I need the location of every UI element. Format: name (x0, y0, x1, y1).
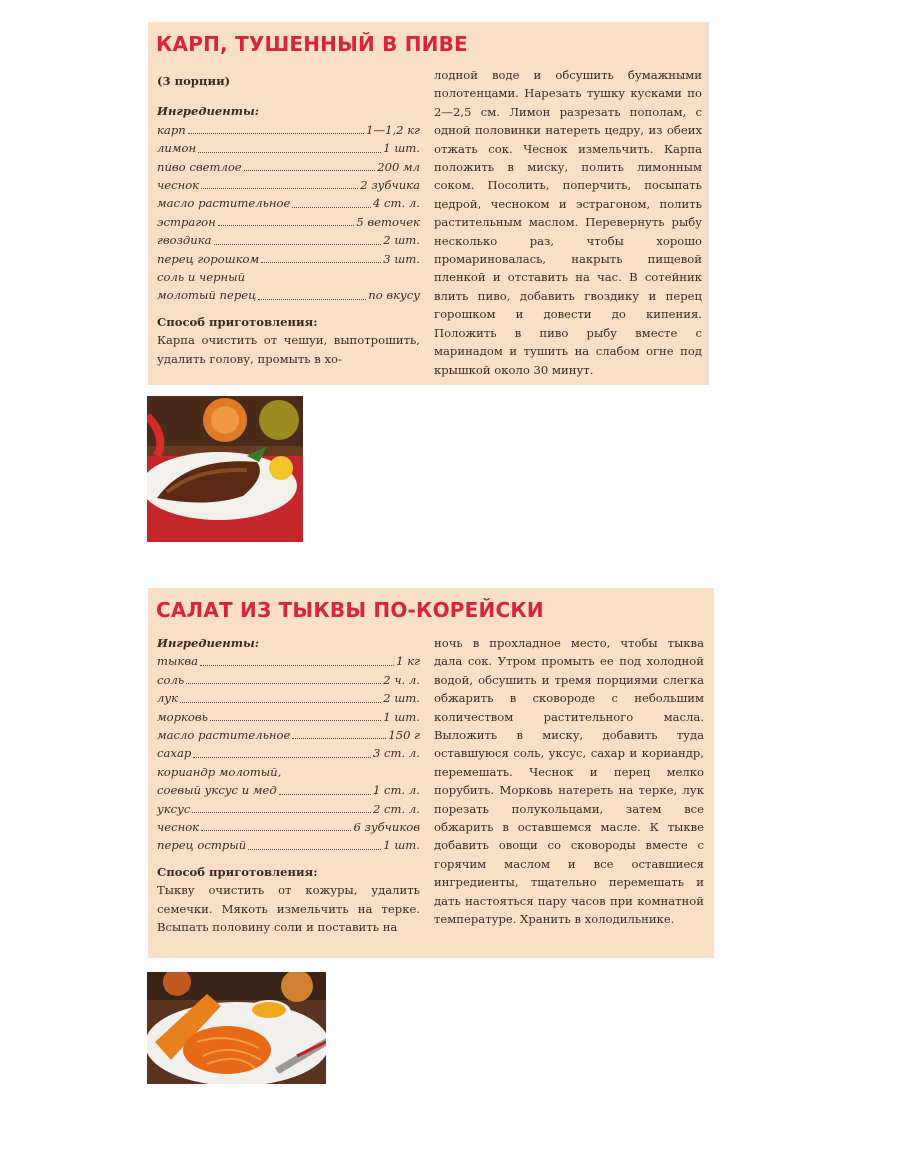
ingredient-name: перец горошком (157, 251, 260, 266)
ingredient-qty: 200 мл (377, 159, 420, 174)
ingredient-row (157, 689, 420, 707)
ingredient-name: соевый уксус и мед (157, 783, 277, 798)
ingredient-qty: 1 кг (396, 654, 420, 669)
leader-dots (214, 244, 382, 245)
ingredient-qty: 1—1,2 кг (366, 122, 420, 137)
ingredient-row (157, 818, 420, 836)
recipe-card-pumpkin-salad (148, 588, 714, 958)
ingredient-name: перец острый (157, 838, 247, 853)
leader-dots (180, 702, 381, 703)
ingredient-qty: 1 шт. (383, 838, 420, 853)
leader-dots (201, 188, 358, 189)
ingredient-row (157, 250, 420, 268)
method-text-right: лодной воде и обсушить бумажными полотенцами. Нарезать тушку кусками по 2—2,5 см. Лимон разрезать пополам, с одной половинки натереть цедру, из обеих отжать сок. Чеснок измельчить. Карпа положить в миску, полить лимонным соком. Посолить, поперчить, посыпать цедрой, чесноком и эстрагоном, полить растительным маслом. Перевернуть рыбу несколько раз, чтобы хорошо промариновалась, накрыть пищевой пленкой и отставить на час. В сотейник влить пиво, добавить гвоздику и перец горошком и довести до кипения. Положить в пиво рыбу вместе с маринадом и тушить на слабом огне под крышкой около 30 минут. (434, 68, 702, 377)
carp-dish-photo (147, 396, 303, 542)
ingredient-row (157, 671, 420, 689)
leader-dots (188, 133, 364, 134)
ingredient-row (157, 231, 420, 249)
portions: (3 порции) (157, 74, 231, 88)
pumpkin-salad-photo (147, 972, 326, 1084)
leader-dots (258, 299, 366, 300)
leader-dots (210, 720, 381, 721)
ingredient-name: чеснок (157, 178, 200, 193)
ingredient-qty: 1 ст. л. (373, 783, 420, 798)
ingredient-row (157, 176, 420, 194)
ingredient-qty: по вкусу (368, 288, 420, 303)
ingredient-qty: 3 ст. л. (373, 746, 420, 761)
leader-dots (186, 683, 381, 684)
ingredients-list (157, 652, 420, 762)
recipe-title: КАРП, ТУШЕННЫЙ В ПИВЕ (156, 32, 468, 56)
ingredient-qty: 1 шт. (383, 141, 420, 156)
ingredients-list (157, 781, 420, 855)
leader-dots (292, 207, 371, 208)
ingredient-name: лимон (157, 141, 197, 156)
ingredient-name: масло растительное (157, 196, 291, 211)
ingredient-qty: 5 веточек (356, 214, 420, 229)
ingredient-name: гвоздика (157, 233, 212, 248)
ingredient-qty: 2 шт. (383, 691, 420, 706)
ingredient-name: морковь (157, 709, 208, 724)
ingredient-row (157, 213, 420, 231)
carp-dish-image (147, 396, 303, 542)
ingredient-name: лук (157, 691, 179, 706)
ingredient-name: пиво светлое (157, 159, 242, 174)
ingredient-name: карп (157, 122, 186, 137)
ingredient-name: чеснок (157, 820, 200, 835)
ingredients-list (157, 121, 420, 268)
ingredient-name: молотый перец (157, 288, 257, 303)
ingredient-row (157, 194, 420, 212)
ingredient-name: масло растительное (157, 728, 291, 743)
ingredient-qty: 2 зубчика (360, 178, 420, 193)
ingredient-row (157, 139, 420, 157)
ingredient-qty: 3 шт. (383, 251, 420, 266)
leader-dots (192, 812, 371, 813)
recipe-left-column (157, 72, 420, 368)
ingredient-row (157, 652, 420, 670)
ingredient-row (157, 781, 420, 799)
ingredients-heading: Ингредиенты: (157, 104, 260, 119)
ingredient-name: соль (157, 672, 185, 687)
ingredient-qty: 2 шт. (383, 233, 420, 248)
ingredient-name: тыква (157, 654, 199, 669)
method-text-left: Карпа очистить от чешуи, выпотрошить, удалить голову, промыть в хо- (157, 333, 420, 366)
ingredient-line: соль и черный (157, 270, 246, 285)
leader-dots (244, 170, 376, 171)
method-heading: Способ приготовления: (157, 864, 318, 879)
recipe-card-carp (148, 22, 709, 385)
leader-dots (261, 262, 381, 263)
ingredients-heading: Ингредиенты: (157, 636, 260, 650)
leader-dots (193, 757, 371, 758)
recipe-left-column (157, 634, 420, 937)
ingredient-qty: 150 г (388, 728, 420, 743)
ingredient-qty: 2 ч. л. (383, 672, 420, 687)
ingredient-line: кориандр молотый, (157, 764, 282, 779)
ingredient-qty: 4 ст. л. (373, 196, 420, 211)
ingredient-row (157, 708, 420, 726)
leader-dots (198, 152, 381, 153)
recipe-title: САЛАТ ИЗ ТЫКВЫ ПО-КОРЕЙСКИ (156, 598, 544, 622)
ingredient-name: сахар (157, 746, 192, 761)
method-heading: Способ приготовления: (157, 314, 318, 329)
ingredient-row (157, 800, 420, 818)
ingredient-qty: 1 шт. (383, 709, 420, 724)
ingredient-name: эстрагон (157, 214, 216, 229)
ingredient-row (157, 836, 420, 854)
leader-dots (248, 849, 381, 850)
leader-dots (200, 665, 394, 666)
ingredient-row (157, 726, 420, 744)
method-text-right: ночь в прохладное место, чтобы тыква дала сок. Утром промыть ее под холодной водой, обсушить и тремя порциями слегка обжарить в сковороде с небольшим количеством растительного масла. Выложить в миску, добавить туда оставшуюся соль, уксус, сахар и кориандр, перемешать. Чеснок и перец мелко порубить. Морковь натереть на терке, лук порезать полукольцами, затем все обжарить в оставшемся масле. К тыкве добавить овощи со сковороды вместе с горячим маслом и все оставшиеся ингредиенты, тщательно перемешать и дать настояться пару часов при комнатной температуре. Хранить в холодильнике. (434, 636, 704, 927)
ingredient-row (157, 121, 420, 139)
leader-dots (218, 225, 355, 226)
ingredient-qty: 6 зубчиков (353, 820, 420, 835)
ingredient-row (157, 744, 420, 762)
pumpkin-salad-image (147, 972, 326, 1084)
leader-dots (201, 830, 351, 831)
ingredient-row (157, 286, 420, 304)
leader-dots (292, 738, 386, 739)
ingredient-qty: 2 ст. л. (373, 801, 420, 816)
ingredient-name: уксус (157, 801, 191, 816)
leader-dots (279, 794, 371, 795)
ingredient-row (157, 158, 420, 176)
method-text-left: Тыкву очистить от кожуры, удалить семечки. Мякоть измельчить на терке. Всыпать половину соли и поставить на (157, 883, 420, 935)
